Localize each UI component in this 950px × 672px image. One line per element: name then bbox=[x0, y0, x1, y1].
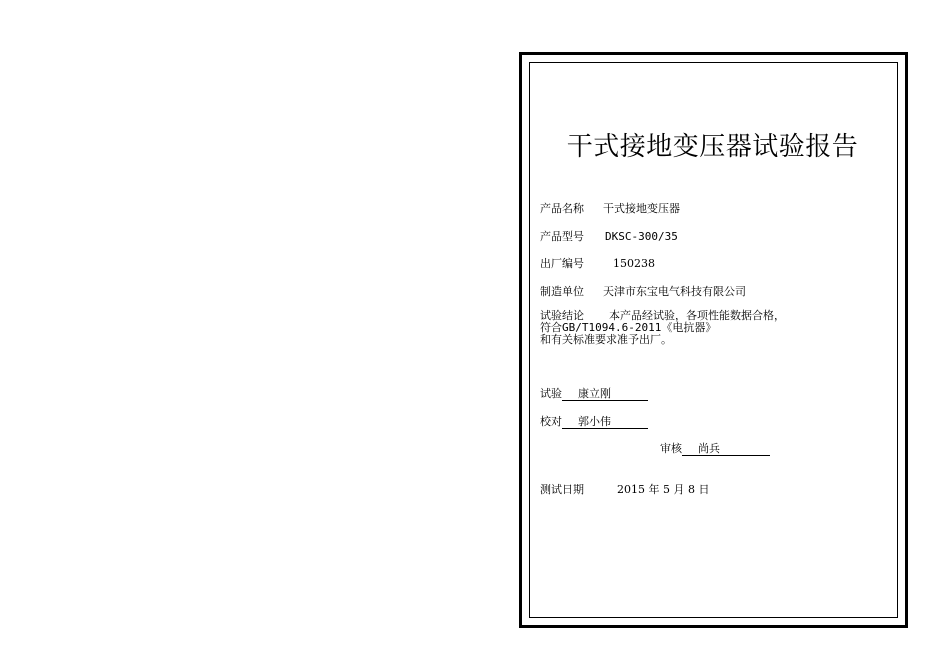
tester-name: 康立刚 bbox=[562, 388, 648, 401]
conclusion-line-3: 和有关标准要求准予出厂。 bbox=[540, 333, 672, 346]
conclusion-line-1: 本产品经试验，各项性能数据合格， bbox=[609, 309, 785, 322]
maker-label: 制造单位 bbox=[540, 285, 584, 298]
product-name-value: 干式接地变压器 bbox=[603, 202, 680, 215]
date-label: 测试日期 bbox=[540, 483, 584, 496]
serial-value: 150238 bbox=[613, 257, 655, 270]
conclusion-block bbox=[540, 310, 785, 346]
conclusion-label: 试验结论 bbox=[540, 309, 584, 322]
maker-value: 天津市东宝电气科技有限公司 bbox=[603, 285, 746, 298]
maker-row bbox=[540, 283, 746, 299]
product-name-row bbox=[540, 200, 680, 216]
checker-name: 郭小伟 bbox=[562, 416, 648, 429]
serial-label: 出厂编号 bbox=[540, 257, 584, 270]
conclusion-line-2: 符合GB/T1094.6-2011《电抗器》 bbox=[540, 321, 717, 334]
date-value: 2015 年 5 月 8 日 bbox=[617, 483, 710, 496]
reviewer-name: 尚兵 bbox=[682, 443, 770, 456]
checker-label: 校对 bbox=[540, 415, 562, 428]
model-row bbox=[540, 228, 678, 244]
model-label: 产品型号 bbox=[540, 230, 584, 243]
checker-row bbox=[540, 413, 648, 429]
product-name-label: 产品名称 bbox=[540, 202, 584, 215]
reviewer-row bbox=[660, 440, 770, 456]
reviewer-label: 审核 bbox=[660, 442, 682, 455]
model-value: DKSC-300/35 bbox=[605, 230, 678, 243]
tester-label: 试验 bbox=[540, 387, 562, 400]
report-title: 干式接地变压器试验报告 bbox=[566, 132, 859, 162]
tester-row bbox=[540, 385, 648, 401]
serial-row bbox=[540, 255, 655, 271]
date-row bbox=[540, 481, 709, 497]
